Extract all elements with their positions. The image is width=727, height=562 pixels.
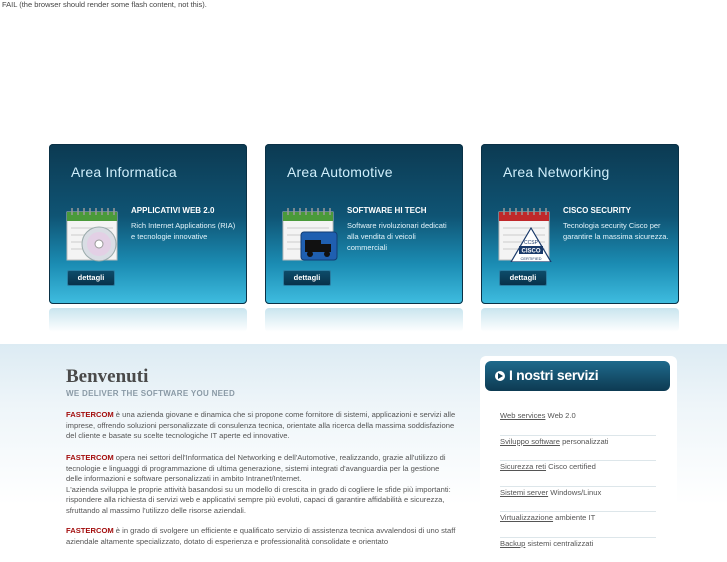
card-area-informatica <box>49 144 247 304</box>
cisco-badge-cisco: CISCO <box>521 249 540 255</box>
dettagli-button[interactable]: dettagli <box>67 270 115 286</box>
card-reflection <box>265 308 463 332</box>
card-title: Area Automotive <box>287 164 393 180</box>
paragraph-text: è in grado di svolgere un efficiente e qualificato servizio di assistenza tecnica avvalendosi di uno staff aziendale altamente specializzato, dotato di esperienza e professionalità consolidate e orientato <box>66 526 455 546</box>
service-link-virtualizzazione[interactable]: Virtualizzazione <box>500 513 553 522</box>
dettagli-button[interactable]: dettagli <box>499 270 547 286</box>
card-reflection <box>481 308 679 332</box>
card-reflection <box>49 308 247 332</box>
services-panel <box>480 356 677 545</box>
area-cards <box>0 144 727 344</box>
card-area-automotive <box>265 144 463 304</box>
services-header <box>485 361 670 391</box>
paragraph-text: L'azienda sviluppa le proprie attività basandosi su un modello di crescita in grado di cogliere le sfide più importanti: rispondere alla richiesta di servizi web e applicativi sempre più evoluti, capaci di garantire affidabilità e sicurezza, sfruttando al massimo l'utilizzo delle risorse aziendali. <box>66 485 451 515</box>
card-area-networking <box>481 144 679 304</box>
list-item <box>500 538 656 562</box>
service-detail: Cisco certified <box>546 462 596 471</box>
list-item <box>500 436 656 462</box>
intro-paragraph-2 <box>66 453 456 516</box>
service-detail: ambiente IT <box>553 513 595 522</box>
service-detail: sistemi centralizzati <box>525 539 593 548</box>
calendar-cisco-icon <box>497 206 555 262</box>
flash-fallback-text: FAIL (the browser should render some flash content, not this). <box>2 0 207 9</box>
list-item <box>500 487 656 513</box>
service-detail: Web 2.0 <box>545 411 575 420</box>
brand-name: FASTERCOM <box>66 526 114 535</box>
card-description: Software rivoluzionari dedicati alla vendita di veicoli commerciali <box>347 220 457 253</box>
service-link-sistemi-server[interactable]: Sistemi server <box>500 488 548 497</box>
cisco-badge-ccsp: CCSP <box>524 240 539 246</box>
list-item <box>500 512 656 538</box>
calendar-truck-icon <box>281 206 339 262</box>
brand-name: FASTERCOM <box>66 410 114 419</box>
card-title: Area Networking <box>503 164 610 180</box>
card-heading: SOFTWARE HI TECH <box>347 206 427 215</box>
card-description: Rich Internet Applications (RIA) e tecnologie innovative <box>131 220 241 242</box>
card-heading: APPLICATIVI WEB 2.0 <box>131 206 214 215</box>
dettagli-button[interactable]: dettagli <box>283 270 331 286</box>
list-item <box>500 461 656 487</box>
card-heading: CISCO SECURITY <box>563 206 631 215</box>
calendar-cd-icon <box>65 206 123 262</box>
card-description: Tecnologia security Cisco per garantire la massima sicurezza. <box>563 220 673 242</box>
content-area <box>0 344 727 545</box>
paragraph-text: opera nei settori dell'Informatica del Networking e dell'Automotive, realizzando, grazie all'utilizzo di tecnologie e linguaggi di programmazione di ultima generazione, sistemi integrati d'avanguardia per la gestione delle informazioni e software personalizzati in ambito Intranet/Internet. <box>66 453 446 483</box>
paragraph-text: è una azienda giovane e dinamica che si propone come fornitore di sistemi, applicazioni e servizi alle imprese, offrendo soluzioni personalizzate di consulenza tecnica, orientate alla ricerca della massima soddisfazione del cliente e basate su scelte tecnologiche IT aperte ed innovative. <box>66 410 455 440</box>
arrow-right-icon <box>495 371 505 381</box>
intro-paragraph-1 <box>66 410 456 442</box>
card-title: Area Informatica <box>71 164 177 180</box>
cisco-badge-certified: CERTIFIED <box>520 256 541 261</box>
service-link-sviluppo-software[interactable]: Sviluppo software <box>500 437 560 446</box>
intro-paragraph-3 <box>66 526 456 547</box>
services-title: I nostri servizi <box>509 367 598 383</box>
service-detail: Windows/Linux <box>548 488 601 497</box>
service-link-sicurezza-reti[interactable]: Sicurezza reti <box>500 462 546 471</box>
welcome-title: Benvenuti <box>66 366 148 388</box>
service-link-backup[interactable]: Backup <box>500 539 525 548</box>
service-detail: personalizzati <box>560 437 609 446</box>
list-item <box>500 410 656 436</box>
service-link-web-services[interactable]: Web services <box>500 411 545 420</box>
brand-name: FASTERCOM <box>66 453 114 462</box>
welcome-subtitle: WE DELIVER THE SOFTWARE YOU NEED <box>66 389 235 398</box>
services-list <box>500 410 656 562</box>
